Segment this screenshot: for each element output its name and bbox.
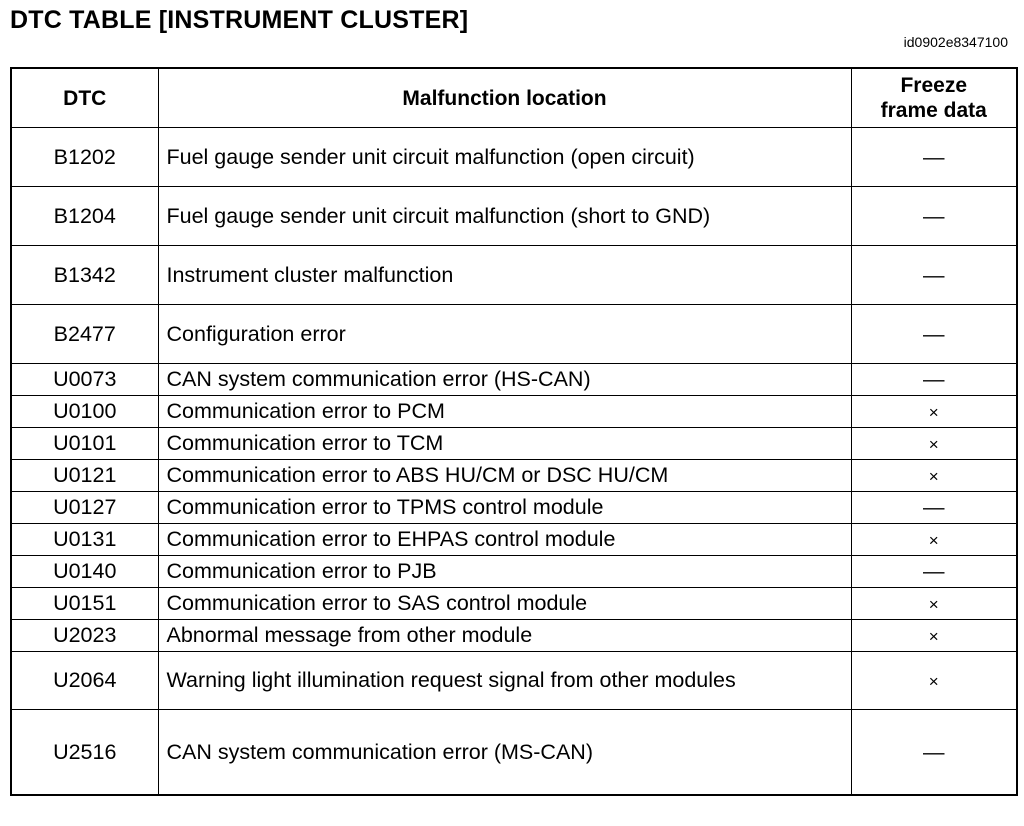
dtc-code: U0140 <box>11 556 158 588</box>
table-row <box>11 556 1017 588</box>
table-row <box>11 396 1017 428</box>
table-row <box>11 305 1017 364</box>
dtc-code: U0073 <box>11 364 158 396</box>
freeze-frame-cell <box>851 492 1017 524</box>
freeze-frame-mark: × <box>928 531 939 550</box>
freeze-frame-cell <box>851 396 1017 428</box>
freeze-frame-cell <box>851 556 1017 588</box>
header-dtc: DTC <box>11 68 158 128</box>
table-header-row <box>11 68 1017 128</box>
dtc-code: B1202 <box>11 128 158 187</box>
dtc-code: B1204 <box>11 187 158 246</box>
table-row <box>11 492 1017 524</box>
freeze-frame-mark: — <box>923 559 945 583</box>
document-id: id0902e8347100 <box>903 34 1008 50</box>
malfunction-location: Communication error to PCM <box>158 396 851 428</box>
freeze-frame-mark: — <box>923 203 945 228</box>
freeze-frame-cell <box>851 128 1017 187</box>
table-row <box>11 246 1017 305</box>
freeze-frame-mark: × <box>928 467 939 486</box>
freeze-frame-mark: — <box>923 495 945 519</box>
malfunction-location: Communication error to SAS control module <box>158 588 851 620</box>
malfunction-location: Fuel gauge sender unit circuit malfunction (open circuit) <box>158 128 851 187</box>
malfunction-location: Communication error to ABS HU/CM or DSC HU/CM <box>158 460 851 492</box>
malfunction-location: Communication error to TPMS control module <box>158 492 851 524</box>
freeze-frame-cell <box>851 460 1017 492</box>
freeze-frame-cell <box>851 588 1017 620</box>
freeze-frame-mark: × <box>928 403 939 422</box>
dtc-code: U0131 <box>11 524 158 556</box>
table-row <box>11 652 1017 710</box>
header-freeze-line1: Freeze <box>900 74 968 97</box>
freeze-frame-cell <box>851 364 1017 396</box>
dtc-code: U2064 <box>11 652 158 710</box>
malfunction-location: Abnormal message from other module <box>158 620 851 652</box>
freeze-frame-mark: — <box>923 739 945 764</box>
freeze-frame-cell <box>851 620 1017 652</box>
freeze-frame-cell <box>851 246 1017 305</box>
dtc-code: U0101 <box>11 428 158 460</box>
malfunction-location: CAN system communication error (HS-CAN) <box>158 364 851 396</box>
freeze-frame-cell <box>851 524 1017 556</box>
malfunction-location: Communication error to EHPAS control module <box>158 524 851 556</box>
malfunction-location: Communication error to PJB <box>158 556 851 588</box>
dtc-code: U2516 <box>11 710 158 796</box>
freeze-frame-mark: × <box>928 435 939 454</box>
header-freeze-line2: frame data <box>880 99 987 122</box>
table-row <box>11 620 1017 652</box>
page-title: DTC TABLE [INSTRUMENT CLUSTER] <box>10 6 469 34</box>
malfunction-location: Fuel gauge sender unit circuit malfunction (short to GND) <box>158 187 851 246</box>
malfunction-location: Instrument cluster malfunction <box>158 246 851 305</box>
freeze-frame-mark: — <box>923 367 945 391</box>
header-freeze-frame-data <box>851 68 1017 128</box>
table-row <box>11 428 1017 460</box>
malfunction-location: CAN system communication error (MS-CAN) <box>158 710 851 796</box>
table-row <box>11 710 1017 796</box>
table-row <box>11 460 1017 492</box>
malfunction-location: Configuration error <box>158 305 851 364</box>
header-malfunction-location: Malfunction location <box>158 68 851 128</box>
freeze-frame-mark: — <box>923 321 945 346</box>
dtc-code: U0100 <box>11 396 158 428</box>
freeze-frame-mark: — <box>923 262 945 287</box>
freeze-frame-cell <box>851 652 1017 710</box>
table-row <box>11 128 1017 187</box>
dtc-code: B2477 <box>11 305 158 364</box>
table-row <box>11 187 1017 246</box>
table-row <box>11 588 1017 620</box>
freeze-frame-mark: × <box>928 672 939 691</box>
freeze-frame-mark: × <box>928 627 939 646</box>
dtc-code: U0121 <box>11 460 158 492</box>
malfunction-location: Warning light illumination request signal from other modules <box>158 652 851 710</box>
dtc-code: U0127 <box>11 492 158 524</box>
dtc-code: U0151 <box>11 588 158 620</box>
freeze-frame-cell <box>851 187 1017 246</box>
malfunction-location: Communication error to TCM <box>158 428 851 460</box>
freeze-frame-cell <box>851 710 1017 796</box>
freeze-frame-mark: × <box>928 595 939 614</box>
freeze-frame-cell <box>851 305 1017 364</box>
table-row <box>11 524 1017 556</box>
table-row <box>11 364 1017 396</box>
dtc-code: B1342 <box>11 246 158 305</box>
dtc-table <box>10 67 1018 796</box>
dtc-code: U2023 <box>11 620 158 652</box>
freeze-frame-cell <box>851 428 1017 460</box>
freeze-frame-mark: — <box>923 144 945 169</box>
